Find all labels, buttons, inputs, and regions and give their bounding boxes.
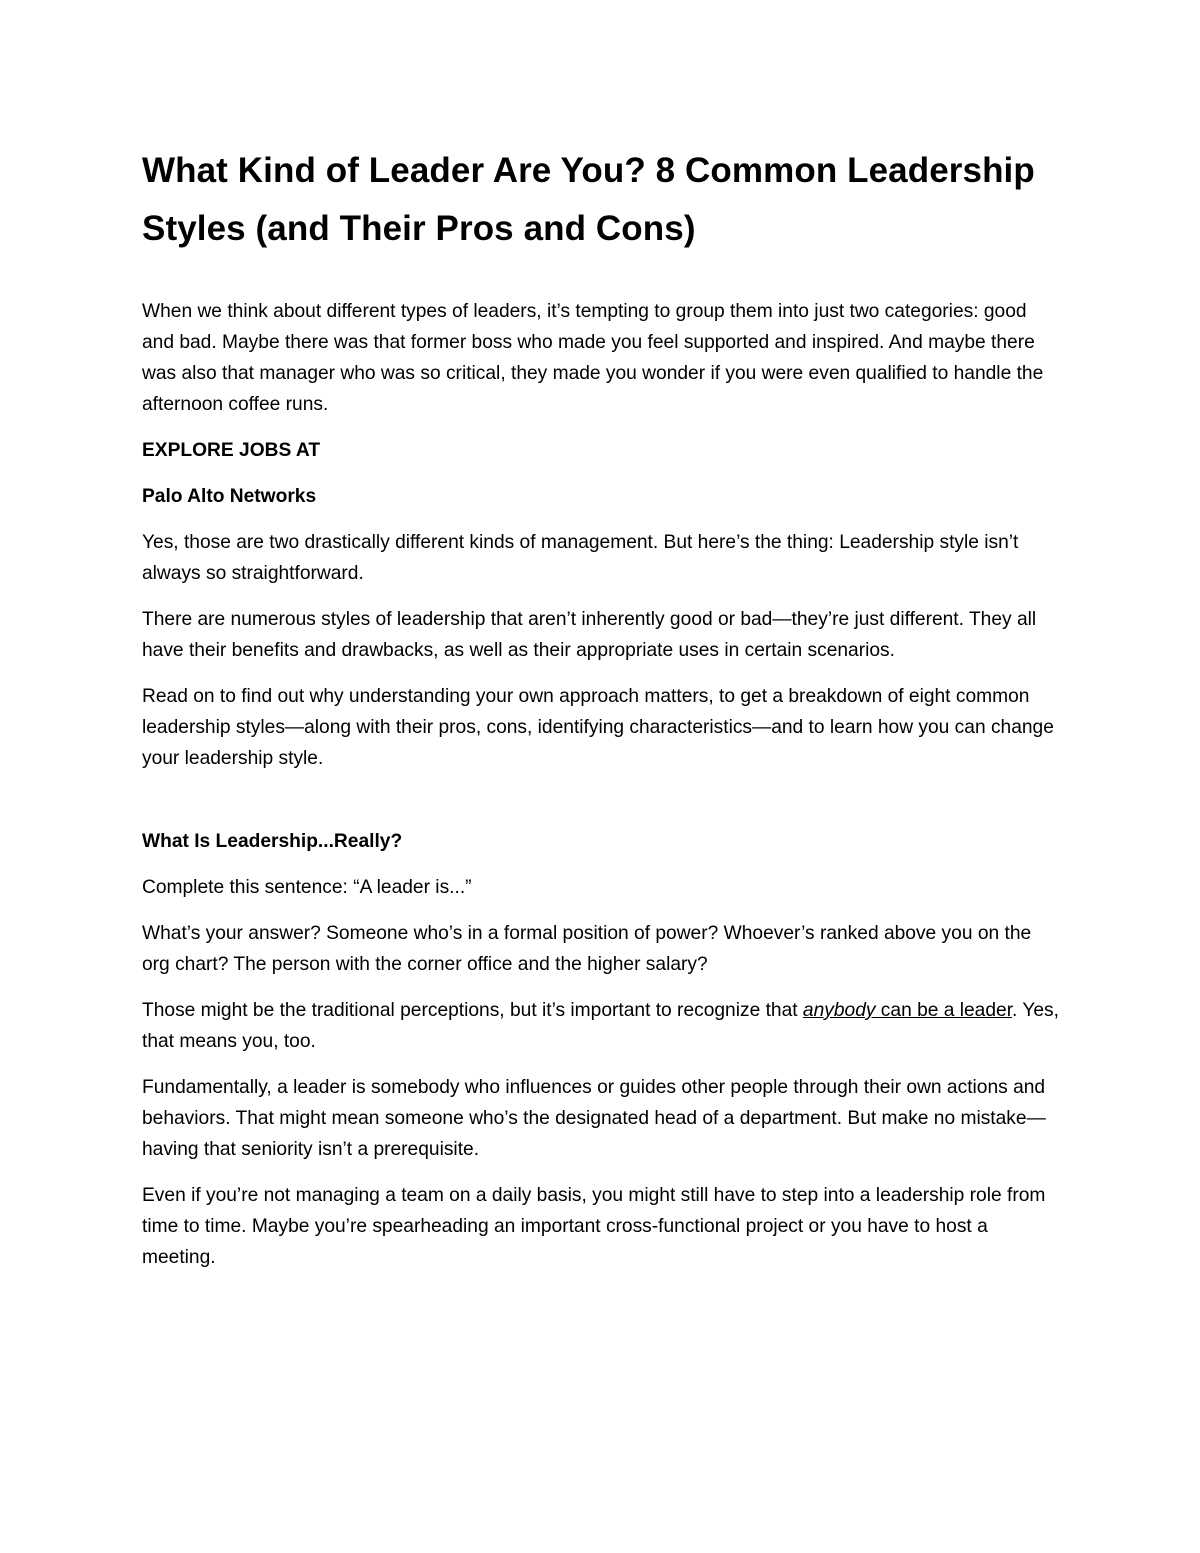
paragraph-9: Even if you’re not managing a team on a daily basis, you might still have to step into a leadership role from time to time. Maybe you’re spearheading an important cross-functional project or you have to host a meeting. — [142, 1185, 1046, 1268]
document-title: What Kind of Leader Are You? 8 Common Leadership Styles (and Their Pros and Cons) — [142, 151, 1035, 248]
link-rest-text: can be a leader — [875, 1000, 1013, 1021]
explore-jobs-label: EXPLORE JOBS AT — [142, 440, 321, 461]
company-name: Palo Alto Networks — [142, 486, 317, 507]
anybody-can-be-a-leader-link[interactable] — [803, 1000, 1012, 1021]
paragraph-4: Read on to find out why understanding your own approach matters, to get a breakdown of eight common leadership styles—along with their pros, cons, identifying characteristics—and to learn how you can change your leadership style. — [142, 686, 1054, 769]
paragraph-2: Yes, those are two drastically different kinds of management. But here’s the thing: Leadership style isn’t always so straightforward. — [142, 532, 1019, 584]
paragraph-3: There are numerous styles of leadership that aren’t inherently good or bad—they’re just different. They all have their benefits and drawbacks, as well as their appropriate uses in certain scenarios. — [142, 609, 1037, 661]
paragraph-7 — [142, 995, 1062, 1057]
intro-paragraph: When we think about different types of leaders, it’s tempting to group them into just two categories: good and bad. Maybe there was that former boss who made you feel supported and inspired. And maybe there was also that manager who was so critical, they made you wonder if you were even qualified to handle the afternoon coffee runs. — [142, 301, 1044, 415]
paragraph-5: Complete this sentence: “A leader is...” — [142, 877, 472, 898]
section-heading: What Is Leadership...Really? — [142, 831, 403, 852]
paragraph-7-text-before: Those might be the traditional perceptions, but it’s important to recognize that — [142, 1000, 803, 1021]
document-page — [142, 142, 1062, 1288]
paragraph-6: What’s your answer? Someone who’s in a formal position of power? Whoever’s ranked above you on the org chart? The person with the corner office and the higher salary? — [142, 923, 1032, 975]
link-italic-text: anybody — [802, 1000, 876, 1021]
paragraph-8: Fundamentally, a leader is somebody who influences or guides other people through their own actions and behaviors. That might mean someone who’s the designated head of a department. But make no mistake—having that seniority isn’t a prerequisite. — [142, 1077, 1046, 1160]
paragraph-7-text-after: . Yes, that means you, too. — [142, 1000, 1059, 1052]
